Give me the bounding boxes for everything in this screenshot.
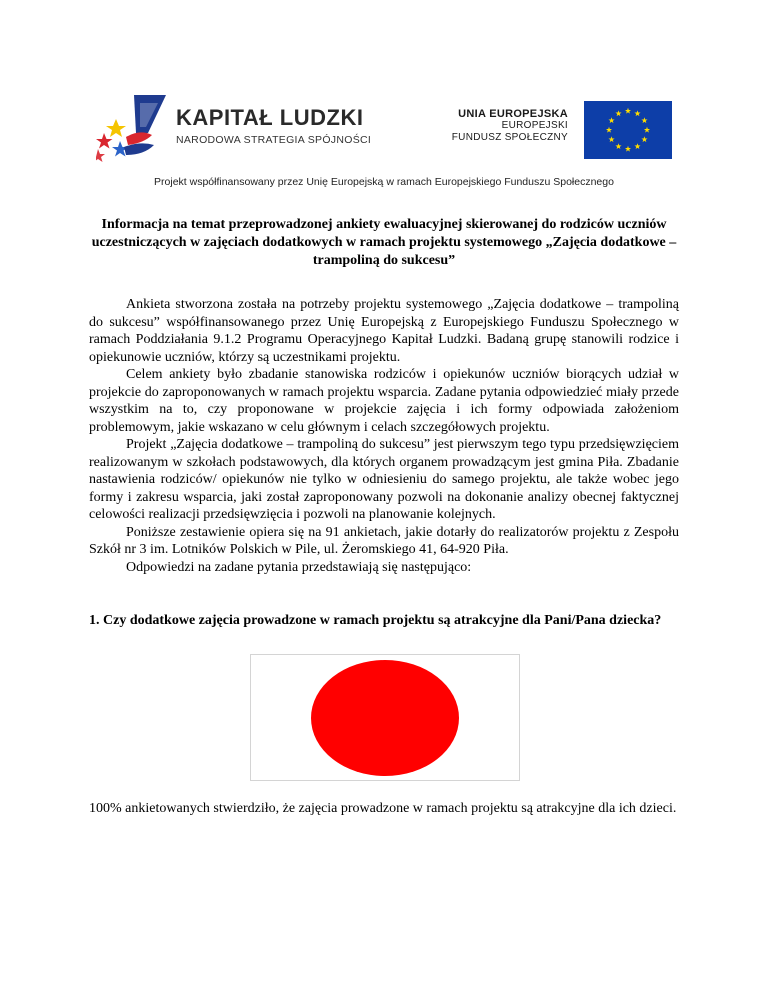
pie-slice: [311, 660, 459, 776]
eu-title: UNIA EUROPEJSKA: [458, 108, 568, 120]
eu-fund-line2: FUNDUSZ SPOŁECZNY: [451, 132, 568, 143]
question-1: 1. Czy dodatkowe zajęcia prowadzone w ramach projektu są atrakcyjne dla Pani/Pana dziecka?: [89, 613, 662, 628]
paragraph: Poniższe zestawienie opiera się na 91 ankietach, jakie dotarły do realizatorów projektu z Zespołu Szkół nr 3 im. Lotników Polskich w Pile, ul. Żeromskiego 41, 64-920 Piła.: [89, 524, 679, 557]
paragraph: Projekt „Zajęcia dodatkowe – trampoliną do sukcesu” jest pierwszym tego typu przedsięwzięciem realizowanym w szkołach podstawowych, dla których organem prowadzącym jest gmina Piła. Zbadanie nastawienia rodziców/ opiekunów nie tylko w odniesieniu do samego projektu, ale także wobec jego formy i zakresu wsparcia, jaki został zaproponowany pozwoli na dokonanie analizy obecnej faktycznej celowości realizacji przedsięwzięcia i pozwoli na planowanie kolejnych.: [89, 437, 679, 522]
paragraph: Celem ankiety było zbadanie stanowiska rodziców i opiekunów uczniów biorących udział w projekcie do zaproponowanych w ramach projektu wsparcia. Zadane pytania odpowiedzieć miały przede wszystkim na to, czy proponowane w projekcie zajęcia i ich formy odpowiada założeniom problemowym, jakie wskazano w celu głównym i celach szczegółowych projektu.: [89, 367, 679, 435]
kapital-ludzki-emblem-icon: [96, 93, 174, 163]
kapital-ludzki-title: KAPITAŁ LUDZKI: [176, 105, 364, 130]
eu-fund-line1: EUROPEJSKI: [501, 120, 568, 131]
kapital-ludzki-logo: [96, 93, 386, 163]
eu-flag-icon: [584, 101, 672, 159]
document-title: Informacja na temat przeprowadzonej ankiety ewaluacyjnej skierowanej do rodziców uczniów uczestniczących w zajęciach dodatkowych w ramach projektu systemowego „Zajęcia dodatkowe – trampoliną do sukcesu”: [91, 217, 677, 268]
answer-1: 100% ankietowanych stwierdziło, że zajęcia prowadzone w ramach projektu są atrakcyjne dla ich dzieci.: [89, 801, 677, 816]
pie-chart-svg: [251, 655, 519, 780]
eu-logo-text: [452, 108, 568, 144]
document-body: [89, 296, 679, 576]
cofinancing-note: Projekt współfinansowany przez Unię Europejską w ramach Europejskiego Funduszu Społecznego: [154, 176, 614, 188]
paragraph: Ankieta stworzona została na potrzeby projektu systemowego „Zajęcia dodatkowe – trampoliną do sukcesu” współfinansowanego przez Unię Europejską z Europejskiego Funduszu Społecznego w ramach Poddziałania 9.1.2 Programu Operacyjnego Kapitał Ludzki. Badaną grupę stanowili rodzice i opiekunowie uczniów, którzy są uczestnikami projektu.: [89, 297, 679, 365]
paragraph: Odpowiedzi na zadane pytania przedstawiają się następująco:: [126, 559, 472, 575]
kapital-ludzki-subtitle: NARODOWA STRATEGIA SPÓJNOŚCI: [176, 134, 372, 146]
pie-chart: [250, 654, 520, 781]
